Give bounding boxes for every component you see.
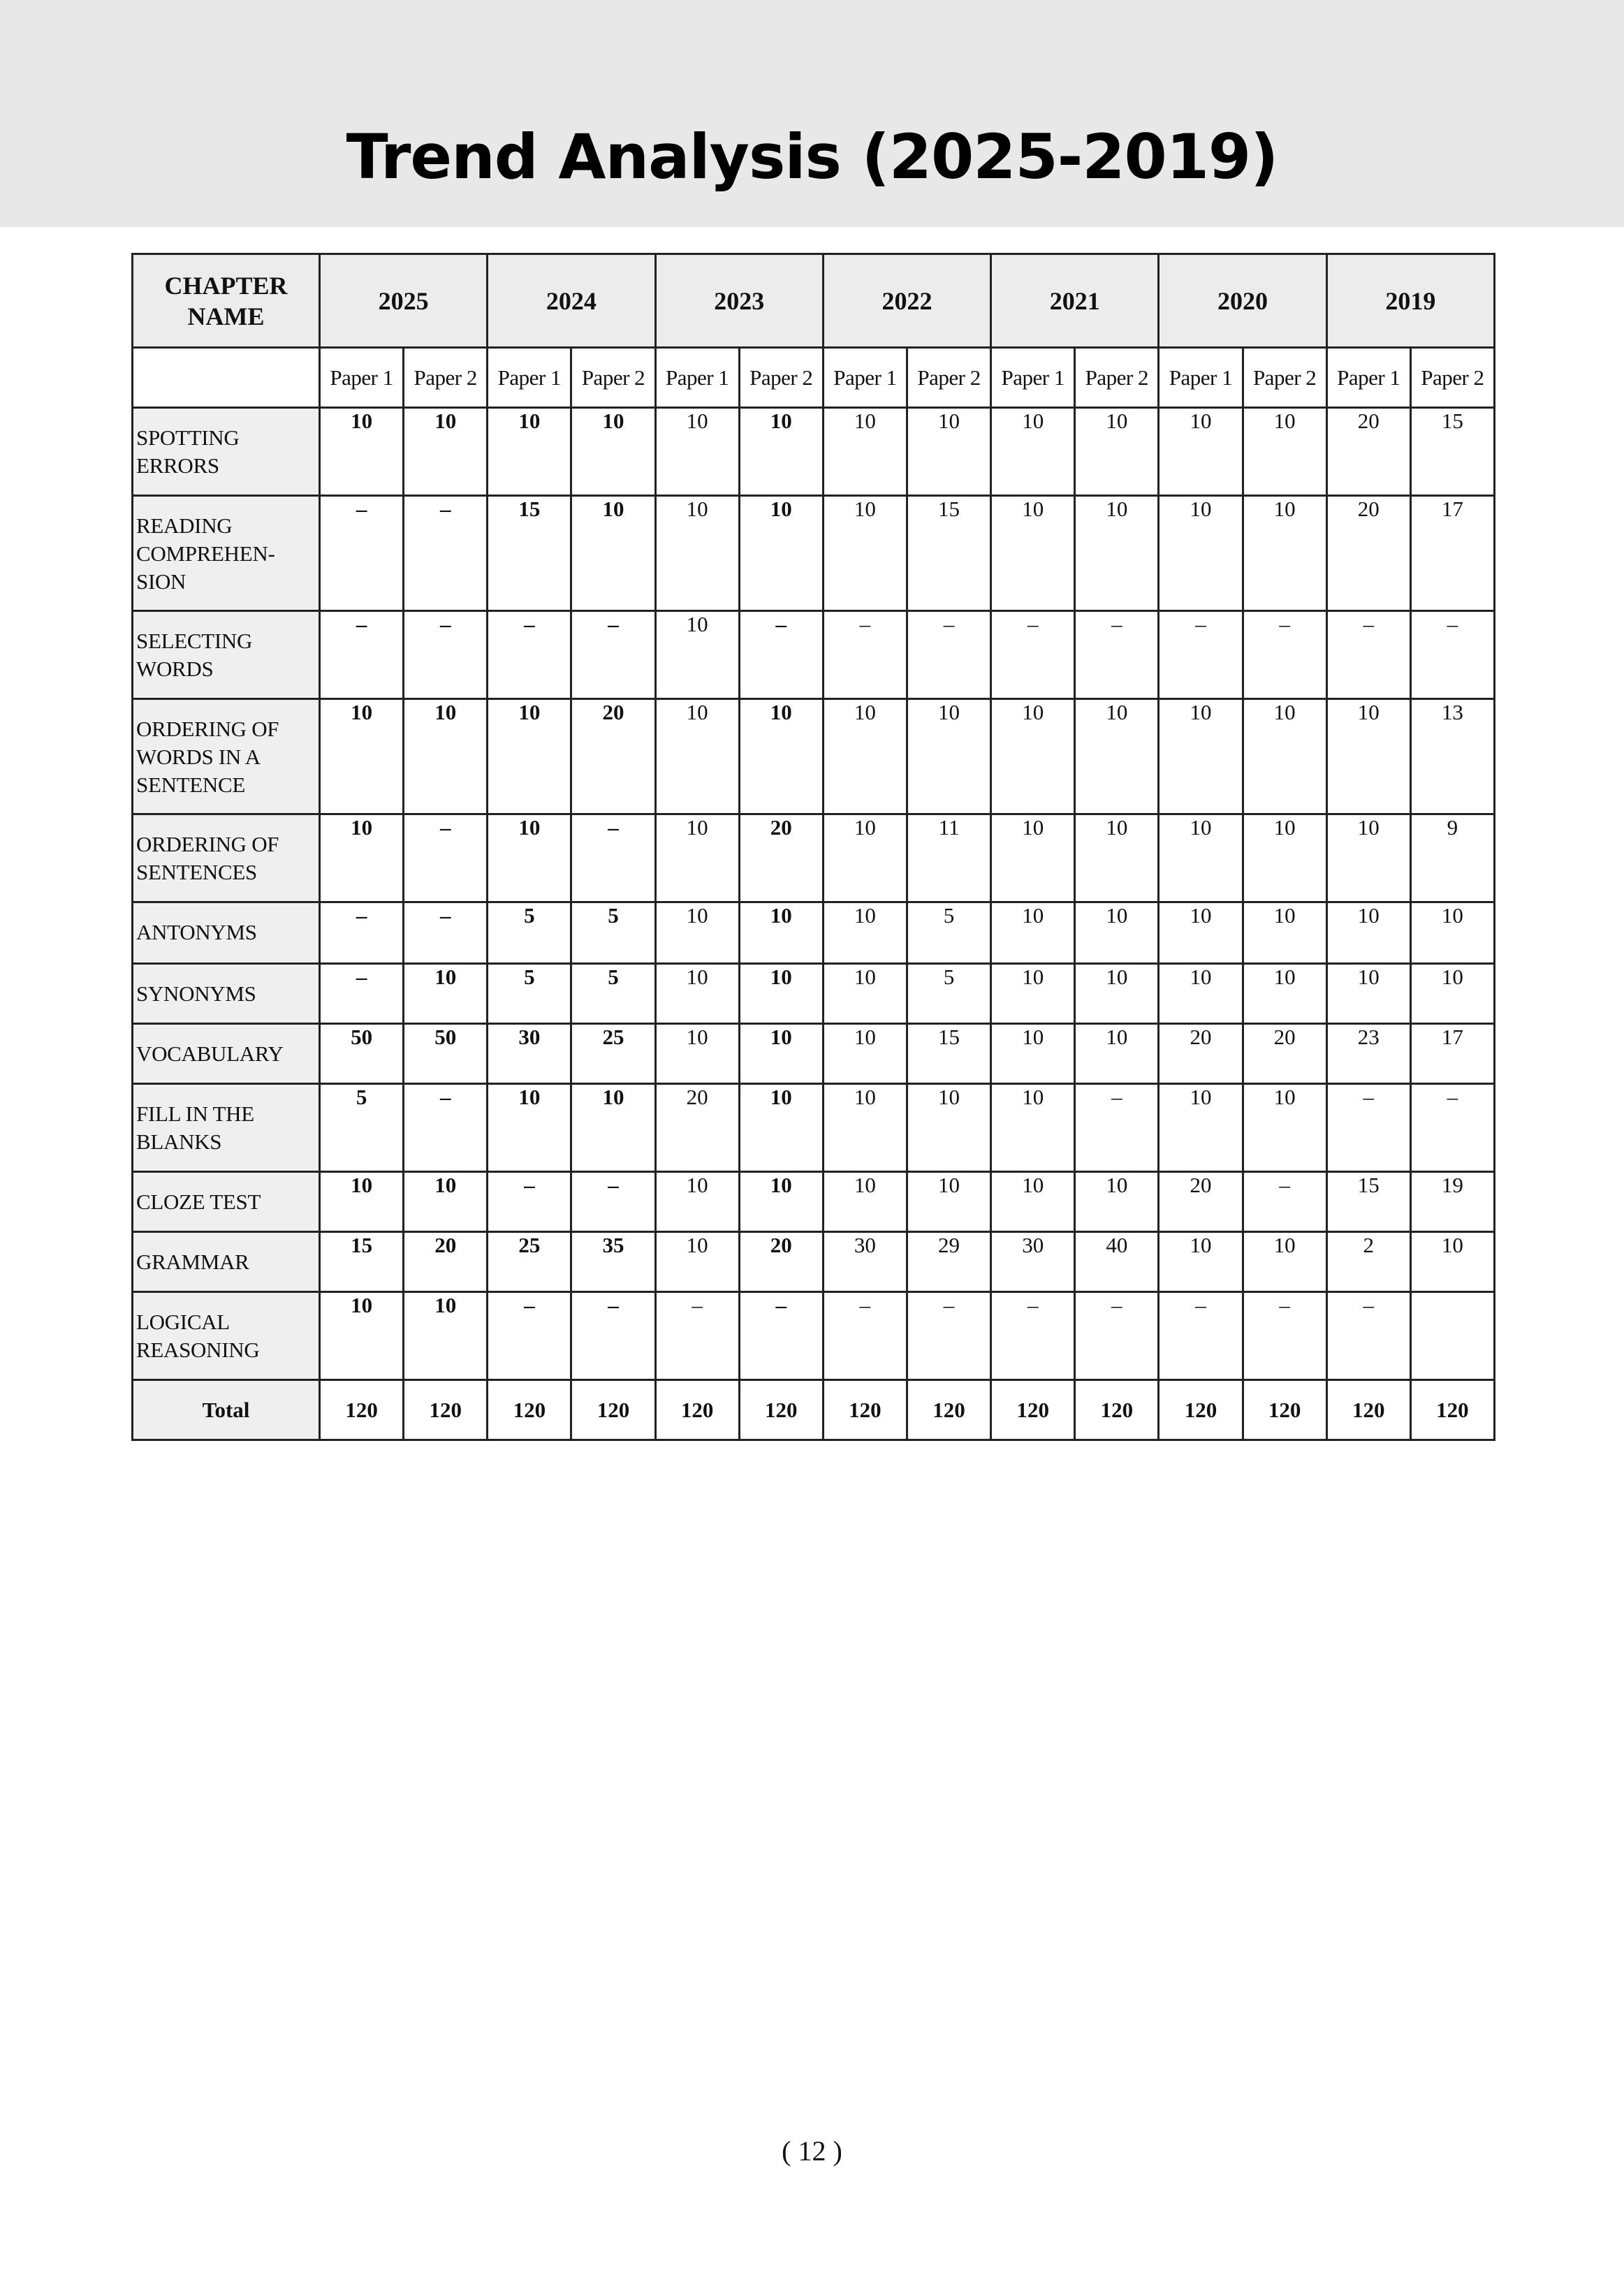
value-cell: 15 <box>1326 1172 1410 1232</box>
value-cell: 10 <box>1410 902 1494 964</box>
value-cell: 20 <box>1326 408 1410 496</box>
paper-header-2019-1: Paper 1 <box>1326 348 1410 408</box>
value-cell: – <box>488 611 571 699</box>
total-value-cell: 120 <box>1075 1380 1159 1440</box>
total-value-cell: 120 <box>907 1380 990 1440</box>
year-header-2022: 2022 <box>823 254 990 348</box>
value-cell: 25 <box>488 1232 571 1292</box>
value-cell: 10 <box>1159 408 1243 496</box>
value-cell: – <box>1075 611 1159 699</box>
value-cell: – <box>1159 611 1243 699</box>
chapter-name-cell <box>133 699 320 814</box>
value-cell: – <box>991 611 1075 699</box>
value-cell: 10 <box>488 1084 571 1172</box>
value-cell: 10 <box>991 902 1075 964</box>
total-value-cell: 120 <box>823 1380 907 1440</box>
value-cell: 10 <box>488 699 571 814</box>
value-cell: 10 <box>739 496 823 611</box>
value-cell: 10 <box>991 1172 1075 1232</box>
value-cell: 10 <box>1243 1084 1326 1172</box>
value-cell: 10 <box>1159 814 1243 902</box>
trend-analysis-table <box>131 253 1495 1441</box>
value-cell: 9 <box>1410 814 1494 902</box>
value-cell: – <box>991 1292 1075 1380</box>
value-cell: 10 <box>655 1232 739 1292</box>
value-cell <box>1410 1292 1494 1380</box>
paper-header-2022-2: Paper 2 <box>907 348 990 408</box>
value-cell: 30 <box>823 1232 907 1292</box>
value-cell: 10 <box>1243 814 1326 902</box>
value-cell: 19 <box>1410 1172 1494 1232</box>
value-cell: 10 <box>907 1084 990 1172</box>
value-cell: – <box>571 1172 655 1232</box>
paper-header-2020-1: Paper 1 <box>1159 348 1243 408</box>
value-cell: 10 <box>1159 1084 1243 1172</box>
value-cell: 25 <box>571 1024 655 1084</box>
year-header-row <box>133 254 1495 348</box>
value-cell: – <box>1326 1084 1410 1172</box>
value-cell: 10 <box>1243 902 1326 964</box>
paper-header-2022-1: Paper 1 <box>823 348 907 408</box>
chapter-name-line: SYNONYMS <box>136 981 256 1006</box>
value-cell: 35 <box>571 1232 655 1292</box>
chapter-name-line: ORDERING OF <box>136 717 279 741</box>
chapter-name-cell <box>133 1172 320 1232</box>
year-header-2019: 2019 <box>1326 254 1494 348</box>
value-cell: 10 <box>404 408 488 496</box>
paper-header-2025-1: Paper 1 <box>320 348 404 408</box>
value-cell: 10 <box>571 496 655 611</box>
value-cell: 20 <box>1326 496 1410 611</box>
value-cell: – <box>1243 1172 1326 1232</box>
value-cell: 2 <box>1326 1232 1410 1292</box>
value-cell: 10 <box>320 408 404 496</box>
table-row <box>133 902 1495 964</box>
table-row <box>133 699 1495 814</box>
value-cell: 15 <box>320 1232 404 1292</box>
value-cell: 10 <box>739 1172 823 1232</box>
value-cell: – <box>488 1292 571 1380</box>
chapter-name-line: WORDS <box>136 657 214 681</box>
value-cell: 10 <box>1243 1232 1326 1292</box>
chapter-name-line: WORDS IN A <box>136 745 261 769</box>
value-cell: 10 <box>1075 964 1159 1024</box>
value-cell: 30 <box>991 1232 1075 1292</box>
total-value-cell: 120 <box>1410 1380 1494 1440</box>
value-cell: 10 <box>991 814 1075 902</box>
paper-header-2021-1: Paper 1 <box>991 348 1075 408</box>
page-number: ( 12 ) <box>782 2135 842 2167</box>
value-cell: 10 <box>655 1172 739 1232</box>
value-cell: 10 <box>823 814 907 902</box>
value-cell: 5 <box>907 964 990 1024</box>
total-value-cell: 120 <box>991 1380 1075 1440</box>
value-cell: 10 <box>1159 699 1243 814</box>
value-cell: 10 <box>655 964 739 1024</box>
chapter-name-header <box>133 254 320 348</box>
total-row <box>133 1380 1495 1440</box>
value-cell: 10 <box>991 496 1075 611</box>
chapter-name-line: SELECTING <box>136 629 253 653</box>
value-cell: 30 <box>488 1024 571 1084</box>
table-row <box>133 408 1495 496</box>
value-cell: 10 <box>1410 964 1494 1024</box>
value-cell: 20 <box>655 1084 739 1172</box>
value-cell: 5 <box>907 902 990 964</box>
total-value-cell: 120 <box>1326 1380 1410 1440</box>
total-value-cell: 120 <box>571 1380 655 1440</box>
value-cell: – <box>571 611 655 699</box>
value-cell: 10 <box>655 1024 739 1084</box>
value-cell: 10 <box>991 408 1075 496</box>
value-cell: 10 <box>404 964 488 1024</box>
value-cell: 10 <box>655 902 739 964</box>
chapter-name-line: CLOZE TEST <box>136 1189 261 1214</box>
value-cell: 10 <box>907 408 990 496</box>
value-cell: – <box>655 1292 739 1380</box>
paper-header-row <box>133 348 1495 408</box>
value-cell: 10 <box>320 814 404 902</box>
paper-header-2024-2: Paper 2 <box>571 348 655 408</box>
value-cell: – <box>907 611 990 699</box>
value-cell: 5 <box>320 1084 404 1172</box>
value-cell: 10 <box>655 814 739 902</box>
value-cell: 17 <box>1410 496 1494 611</box>
value-cell: 10 <box>488 408 571 496</box>
value-cell: 10 <box>1159 964 1243 1024</box>
value-cell: 10 <box>571 1084 655 1172</box>
value-cell: 50 <box>320 1024 404 1084</box>
value-cell: – <box>404 1084 488 1172</box>
chapter-name-line: SENTENCES <box>136 860 257 884</box>
value-cell: 20 <box>404 1232 488 1292</box>
paper-header-2025-2: Paper 2 <box>404 348 488 408</box>
table-row <box>133 1084 1495 1172</box>
chapter-name-line: FILL IN THE <box>136 1101 254 1126</box>
value-cell: 10 <box>488 814 571 902</box>
value-cell: 10 <box>1075 902 1159 964</box>
paper-header-blank-cell <box>133 348 320 408</box>
chapter-name-line: BLANKS <box>136 1129 222 1154</box>
chapter-name-cell <box>133 902 320 964</box>
value-cell: 15 <box>907 1024 990 1084</box>
table-row <box>133 496 1495 611</box>
table-row <box>133 611 1495 699</box>
year-header-2020: 2020 <box>1159 254 1326 348</box>
value-cell: – <box>320 964 404 1024</box>
value-cell: 10 <box>1243 964 1326 1024</box>
value-cell: 11 <box>907 814 990 902</box>
value-cell: 10 <box>1075 1024 1159 1084</box>
chapter-name-line: GRAMMAR <box>136 1250 249 1274</box>
value-cell: – <box>571 1292 655 1380</box>
value-cell: 10 <box>1410 1232 1494 1292</box>
chapter-name-line: READING <box>136 513 233 538</box>
chapter-name-cell <box>133 964 320 1024</box>
chapter-name-cell <box>133 408 320 496</box>
value-cell: 10 <box>655 408 739 496</box>
chapter-name-line: ANTONYMS <box>136 920 257 944</box>
table-row <box>133 1024 1495 1084</box>
value-cell: – <box>404 611 488 699</box>
value-cell: – <box>1075 1084 1159 1172</box>
trend-table-container <box>131 253 1493 1441</box>
table-row <box>133 814 1495 902</box>
value-cell: – <box>739 1292 823 1380</box>
value-cell: – <box>320 902 404 964</box>
paper-header-2024-1: Paper 1 <box>488 348 571 408</box>
value-cell: 10 <box>1326 699 1410 814</box>
value-cell: 10 <box>1075 408 1159 496</box>
paper-header-2020-2: Paper 2 <box>1243 348 1326 408</box>
value-cell: 15 <box>1410 408 1494 496</box>
chapter-name-line: SENTENCE <box>136 773 246 797</box>
value-cell: 10 <box>823 1172 907 1232</box>
value-cell: 15 <box>907 496 990 611</box>
value-cell: 29 <box>907 1232 990 1292</box>
table-row <box>133 1232 1495 1292</box>
value-cell: 10 <box>1243 408 1326 496</box>
value-cell: – <box>907 1292 990 1380</box>
year-header-2024: 2024 <box>488 254 655 348</box>
value-cell: – <box>1410 1084 1494 1172</box>
value-cell: 10 <box>1159 902 1243 964</box>
value-cell: 15 <box>488 496 571 611</box>
value-cell: 50 <box>404 1024 488 1084</box>
value-cell: 10 <box>739 902 823 964</box>
value-cell: 10 <box>739 408 823 496</box>
value-cell: 10 <box>823 1084 907 1172</box>
value-cell: 10 <box>739 964 823 1024</box>
value-cell: 40 <box>1075 1232 1159 1292</box>
chapter-name-cell <box>133 1024 320 1084</box>
year-header-2023: 2023 <box>655 254 823 348</box>
value-cell: 10 <box>739 1024 823 1084</box>
value-cell: – <box>823 1292 907 1380</box>
value-cell: 10 <box>823 699 907 814</box>
value-cell: 10 <box>1326 814 1410 902</box>
value-cell: 10 <box>739 699 823 814</box>
year-header-2025: 2025 <box>320 254 488 348</box>
value-cell: 23 <box>1326 1024 1410 1084</box>
value-cell: 10 <box>1243 699 1326 814</box>
value-cell: 20 <box>571 699 655 814</box>
total-value-cell: 120 <box>1243 1380 1326 1440</box>
value-cell: 10 <box>823 496 907 611</box>
value-cell: 10 <box>404 699 488 814</box>
value-cell: 10 <box>1075 699 1159 814</box>
paper-header-2021-2: Paper 2 <box>1075 348 1159 408</box>
chapter-name-line: LOGICAL <box>136 1310 230 1334</box>
value-cell: – <box>404 814 488 902</box>
chapter-name-line: REASONING <box>136 1338 260 1362</box>
value-cell: 10 <box>739 1084 823 1172</box>
value-cell: 10 <box>907 699 990 814</box>
value-cell: 20 <box>1159 1024 1243 1084</box>
chapter-name-header-label: CHAPTER NAME <box>164 271 288 330</box>
table-row <box>133 964 1495 1024</box>
chapter-name-cell <box>133 611 320 699</box>
value-cell: 10 <box>991 964 1075 1024</box>
total-label: Total <box>133 1380 320 1440</box>
value-cell: 10 <box>991 699 1075 814</box>
chapter-name-line: COMPREHEN- <box>136 541 275 566</box>
table-row <box>133 1172 1495 1232</box>
total-value-cell: 120 <box>488 1380 571 1440</box>
value-cell: 10 <box>823 408 907 496</box>
value-cell: 5 <box>488 964 571 1024</box>
total-value-cell: 120 <box>404 1380 488 1440</box>
value-cell: 20 <box>739 1232 823 1292</box>
value-cell: 10 <box>1243 496 1326 611</box>
chapter-name-line: ERRORS <box>136 453 219 478</box>
value-cell: – <box>404 902 488 964</box>
value-cell: 5 <box>571 964 655 1024</box>
value-cell: 10 <box>823 1024 907 1084</box>
total-value-cell: 120 <box>739 1380 823 1440</box>
chapter-name-cell <box>133 496 320 611</box>
value-cell: – <box>571 814 655 902</box>
value-cell: 10 <box>404 1172 488 1232</box>
value-cell: 10 <box>320 1172 404 1232</box>
total-value-cell: 120 <box>655 1380 739 1440</box>
value-cell: 10 <box>1159 496 1243 611</box>
value-cell: 5 <box>488 902 571 964</box>
table-body <box>133 408 1495 1440</box>
value-cell: 10 <box>320 699 404 814</box>
value-cell: – <box>823 611 907 699</box>
page-title: Trend Analysis (2025-2019) <box>346 121 1278 193</box>
value-cell: 10 <box>1075 814 1159 902</box>
value-cell: 10 <box>1326 964 1410 1024</box>
value-cell: 10 <box>655 496 739 611</box>
chapter-name-line: SION <box>136 569 186 594</box>
value-cell: – <box>1243 1292 1326 1380</box>
value-cell: 10 <box>1075 1172 1159 1232</box>
total-value-cell: 120 <box>320 1380 404 1440</box>
value-cell: – <box>1326 1292 1410 1380</box>
value-cell: – <box>1326 611 1410 699</box>
value-cell: 10 <box>404 1292 488 1380</box>
value-cell: 20 <box>1159 1172 1243 1232</box>
value-cell: 10 <box>1075 496 1159 611</box>
chapter-name-cell <box>133 1084 320 1172</box>
value-cell: 10 <box>1326 902 1410 964</box>
value-cell: 10 <box>991 1084 1075 1172</box>
value-cell: 10 <box>991 1024 1075 1084</box>
value-cell: 17 <box>1410 1024 1494 1084</box>
value-cell: – <box>320 496 404 611</box>
paper-header-2023-2: Paper 2 <box>739 348 823 408</box>
value-cell: 10 <box>823 964 907 1024</box>
chapter-name-cell <box>133 1292 320 1380</box>
value-cell: – <box>488 1172 571 1232</box>
value-cell: – <box>320 611 404 699</box>
value-cell: 5 <box>571 902 655 964</box>
chapter-name-line: ORDERING OF <box>136 832 279 856</box>
table-row <box>133 1292 1495 1380</box>
chapter-name-line: VOCABULARY <box>136 1041 284 1066</box>
chapter-name-cell <box>133 1232 320 1292</box>
value-cell: 10 <box>823 902 907 964</box>
total-value-cell: 120 <box>1159 1380 1243 1440</box>
value-cell: – <box>404 496 488 611</box>
value-cell: – <box>739 611 823 699</box>
value-cell: 20 <box>1243 1024 1326 1084</box>
chapter-name-cell <box>133 814 320 902</box>
value-cell: 10 <box>907 1172 990 1232</box>
value-cell: 10 <box>1159 1232 1243 1292</box>
value-cell: 13 <box>1410 699 1494 814</box>
value-cell: – <box>1075 1292 1159 1380</box>
value-cell: – <box>1243 611 1326 699</box>
value-cell: – <box>1159 1292 1243 1380</box>
paper-header-2023-1: Paper 1 <box>655 348 739 408</box>
value-cell: 10 <box>571 408 655 496</box>
value-cell: 20 <box>739 814 823 902</box>
chapter-name-line: SPOTTING <box>136 425 240 450</box>
year-header-2021: 2021 <box>991 254 1159 348</box>
value-cell: 10 <box>655 611 739 699</box>
value-cell: 10 <box>655 699 739 814</box>
paper-header-2019-2: Paper 2 <box>1410 348 1494 408</box>
value-cell: – <box>1410 611 1494 699</box>
value-cell: 10 <box>320 1292 404 1380</box>
